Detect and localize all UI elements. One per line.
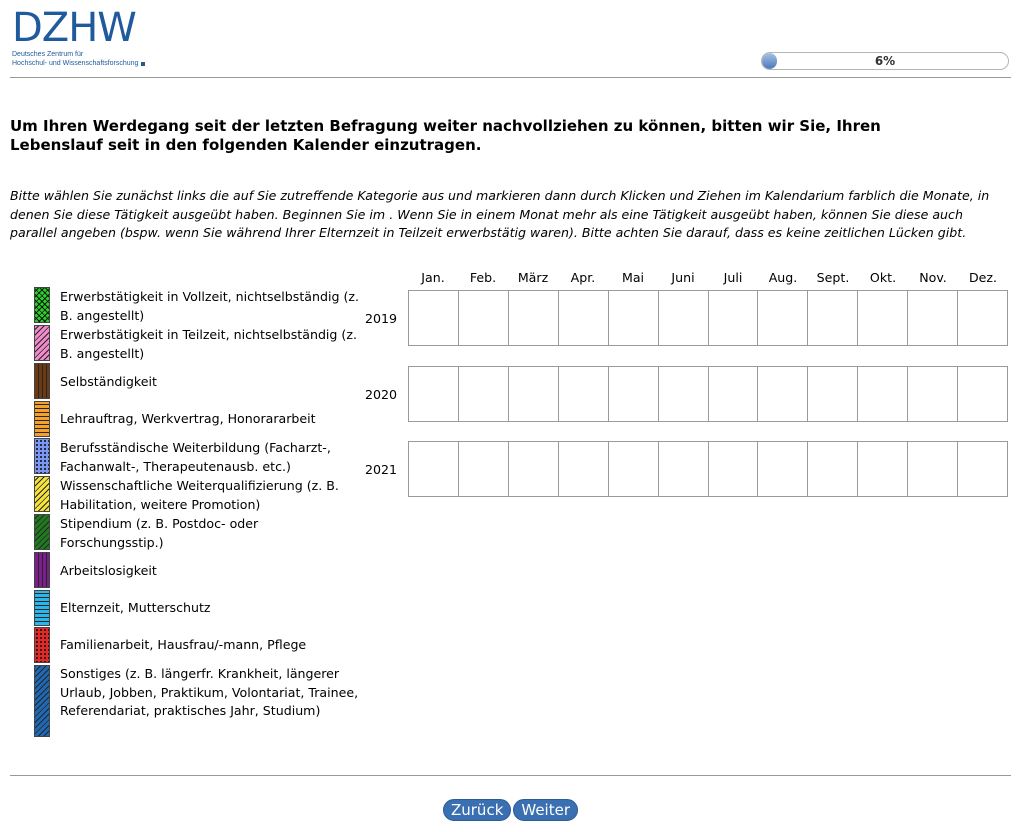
month-cell[interactable] — [558, 367, 608, 421]
category-label: Familienarbeit, Hausfrau/-mann, Pflege — [60, 637, 307, 652]
month-cell[interactable] — [558, 442, 608, 496]
month-cell[interactable] — [708, 367, 758, 421]
month-cell[interactable] — [907, 291, 957, 345]
month-cell[interactable] — [658, 442, 708, 496]
year-label: 2020 — [365, 387, 398, 402]
category-label: Erwerbstätigkeit in Teilzeit, nichtselbständig (z. B. angestellt) — [60, 327, 357, 361]
month-cell[interactable] — [508, 291, 558, 345]
category-swatch[interactable] — [34, 590, 50, 626]
category-item[interactable] — [34, 438, 364, 474]
month-cell[interactable] — [807, 442, 857, 496]
category-swatch[interactable] — [34, 287, 50, 323]
instruction-text: Bitte wählen Sie zunächst links die auf Sie zutreffende Kategorie aus und markieren dann durch Klicken und Ziehen im Kalendarium farblich die Monate, in denen Sie diese Tätigkeit ausgeübt haben. Beginnen Sie im . Wenn Sie in einem Monat mehr als eine Tätigkeit ausgeübt haben, können Sie diese auch parallel angeben (bspw. wenn Sie während Ihrer Elternzeit in Teilzeit erwerbstätig waren). Bitte achten Sie darauf, dass es keine zeitlichen Lücken gibt. — [10, 188, 990, 240]
category-label: Arbeitslosigkeit — [60, 563, 157, 578]
header-divider — [10, 77, 1011, 78]
progress-label: 6% — [874, 54, 896, 68]
month-cell[interactable] — [409, 367, 458, 421]
category-label: Erwerbstätigkeit in Vollzeit, nichtselbständig (z. B. angestellt) — [60, 289, 360, 323]
category-item[interactable] — [34, 476, 364, 512]
category-label: Lehrauftrag, Werkvertrag, Honorararbeit — [60, 411, 316, 426]
month-cell[interactable] — [458, 442, 508, 496]
month-cell[interactable] — [409, 291, 458, 345]
category-swatch[interactable] — [34, 514, 50, 550]
month-cell[interactable] — [907, 442, 957, 496]
month-cell[interactable] — [957, 291, 1007, 345]
month-cell[interactable] — [608, 367, 658, 421]
category-swatch[interactable] — [34, 325, 50, 361]
month-cell[interactable] — [857, 442, 907, 496]
category-swatch[interactable] — [34, 476, 50, 512]
category-item[interactable] — [34, 325, 364, 361]
calendar-row — [408, 290, 1008, 346]
category-item[interactable] — [34, 401, 364, 437]
next-button[interactable]: Weiter — [513, 799, 578, 821]
month-label: Mai — [621, 270, 645, 285]
category-label: Elternzeit, Mutterschutz — [60, 600, 211, 615]
month-cell[interactable] — [658, 367, 708, 421]
month-cell[interactable] — [957, 442, 1007, 496]
back-button[interactable]: Zurück — [443, 799, 511, 821]
month-cell[interactable] — [608, 442, 658, 496]
month-cell[interactable] — [957, 367, 1007, 421]
month-label: Juni — [671, 270, 695, 285]
month-cell[interactable] — [409, 442, 458, 496]
category-item[interactable] — [34, 552, 364, 588]
category-label: Selbständigkeit — [60, 374, 157, 389]
month-label: Jan. — [421, 270, 445, 285]
question-text: Um Ihren Werdegang seit der letzten Befragung weiter nachvollziehen zu können, bitten wir Sie, Ihren Lebenslauf seit in den folgenden Kalender einzutragen. — [10, 117, 881, 154]
category-label: Wissenschaftliche Weiterqualifizierung (z. B. Habilitation, weitere Promotion) — [60, 478, 339, 512]
dzhw-logo — [12, 5, 147, 68]
month-cell[interactable] — [508, 442, 558, 496]
calendar-row — [408, 441, 1008, 497]
category-swatch[interactable] — [34, 627, 50, 663]
month-label: Dez. — [968, 270, 998, 285]
category-item[interactable] — [34, 514, 364, 550]
month-cell[interactable] — [708, 291, 758, 345]
month-label: Feb. — [469, 270, 497, 285]
category-item[interactable] — [34, 590, 364, 626]
month-label: Okt. — [869, 270, 897, 285]
month-cell[interactable] — [508, 367, 558, 421]
category-swatch[interactable] — [34, 665, 50, 737]
month-label: Sept. — [816, 270, 850, 285]
month-label: Apr. — [570, 270, 596, 285]
month-label: Nov. — [919, 270, 947, 285]
month-cell[interactable] — [857, 291, 907, 345]
category-swatch[interactable] — [34, 438, 50, 474]
logo-mark: DZHW — [12, 5, 136, 51]
calendar-row — [408, 366, 1008, 422]
logo-subtitle: Deutsches Zentrum für Hochschul- und Wissenschaftsforschung — [12, 50, 147, 68]
category-item[interactable] — [34, 287, 364, 323]
month-label: März — [517, 270, 549, 285]
month-label: Juli — [723, 270, 743, 285]
month-cell[interactable] — [458, 367, 508, 421]
progress-bar — [761, 52, 1009, 70]
category-item[interactable] — [34, 363, 364, 399]
year-label: 2021 — [365, 462, 398, 477]
month-label: Aug. — [768, 270, 798, 285]
month-cell[interactable] — [807, 291, 857, 345]
month-cell[interactable] — [708, 442, 758, 496]
category-label: Stipendium (z. B. Postdoc- oder Forschungsstip.) — [60, 516, 259, 550]
category-label: Berufsständische Weiterbildung (Facharzt-, Fachanwalt-, Therapeutenausb. etc.) — [60, 440, 331, 474]
navigation-buttons — [0, 799, 1021, 821]
category-swatch[interactable] — [34, 401, 50, 437]
month-cell[interactable] — [458, 291, 508, 345]
category-label: Sonstiges (z. B. längerfr. Krankheit, längerer Urlaub, Jobben, Praktikum, Volontariat, Trainee, Referendariat, praktisches Jahr, Studium) — [60, 666, 359, 718]
month-cell[interactable] — [558, 291, 608, 345]
month-cell[interactable] — [907, 367, 957, 421]
month-cell[interactable] — [757, 291, 807, 345]
month-cell[interactable] — [807, 367, 857, 421]
category-swatch[interactable] — [34, 552, 50, 588]
category-item[interactable] — [34, 665, 364, 737]
month-cell[interactable] — [658, 291, 708, 345]
year-label: 2019 — [365, 311, 398, 326]
category-swatch[interactable] — [34, 363, 50, 399]
category-item[interactable] — [34, 627, 364, 663]
month-cell[interactable] — [757, 367, 807, 421]
footer-divider — [10, 775, 1011, 776]
month-cell[interactable] — [857, 367, 907, 421]
month-cell[interactable] — [757, 442, 807, 496]
month-cell[interactable] — [608, 291, 658, 345]
